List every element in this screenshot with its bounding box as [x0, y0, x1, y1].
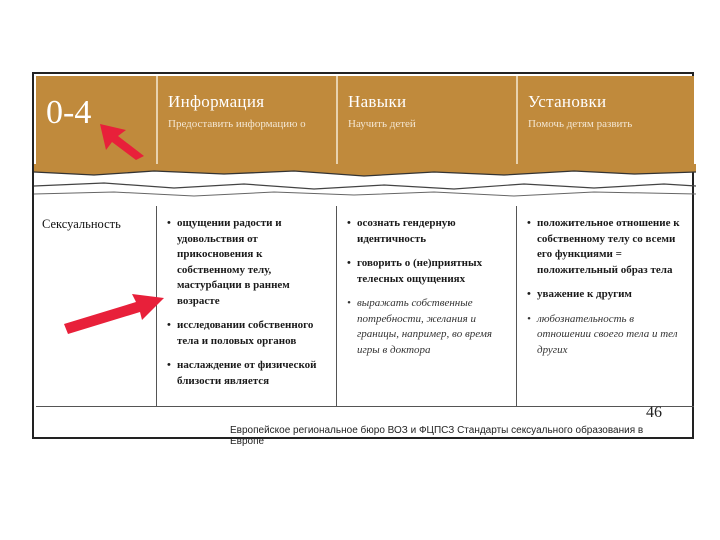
row-label: Сексуальность: [42, 217, 121, 231]
header-subtitle: Помочь детям развить: [528, 118, 633, 130]
footer-citation: Европейское региональное бюро ВОЗ и ФЦПСЗ Стандарты сексуального образования в Европе: [230, 425, 644, 447]
header-subtitle: Предоставить информацию о: [168, 118, 306, 130]
header-title: Навыки: [348, 92, 407, 111]
list-item: • осознать гендерную идентичность: [347, 216, 510, 247]
list-item: • уважение к другим: [527, 287, 688, 303]
list-item: • выражать собственные потребности, желания и границы, например, во время игры в доктора: [347, 296, 510, 358]
skills-cell: [336, 206, 516, 406]
list-item: • положительное отношение к собственному телу со всеми его функциями = положительный образ тела: [527, 216, 688, 278]
age-range: 0-4: [46, 94, 92, 131]
header-subtitle: Научить детей: [348, 118, 416, 130]
attitudes-cell: [516, 206, 694, 406]
torn-edge-divider: [34, 164, 696, 200]
list-item: • говорить о (не)приятных телесных ощущениях: [347, 256, 510, 287]
list-item: • любознательность в отношении своего тела и тел других: [527, 312, 688, 359]
page-number: 46: [646, 404, 662, 421]
header-skills: [336, 76, 516, 168]
red-arrow-icon: [60, 288, 170, 336]
red-arrow-icon: [96, 120, 148, 162]
information-cell: [156, 206, 336, 406]
header-title: Информация: [168, 92, 265, 111]
list-item: • исследовании собственного тела и половых органов: [167, 318, 330, 349]
header-information: [156, 76, 336, 168]
table-bottom-border: [36, 406, 694, 407]
list-item: • ощущении радости и удовольствия от прикосновения к собственному телу, мастурбации в раннем возрасте: [167, 216, 330, 309]
header-title: Установки: [528, 92, 607, 111]
header-attitudes: [516, 76, 694, 168]
list-item: • наслаждение от физической близости является: [167, 358, 330, 389]
